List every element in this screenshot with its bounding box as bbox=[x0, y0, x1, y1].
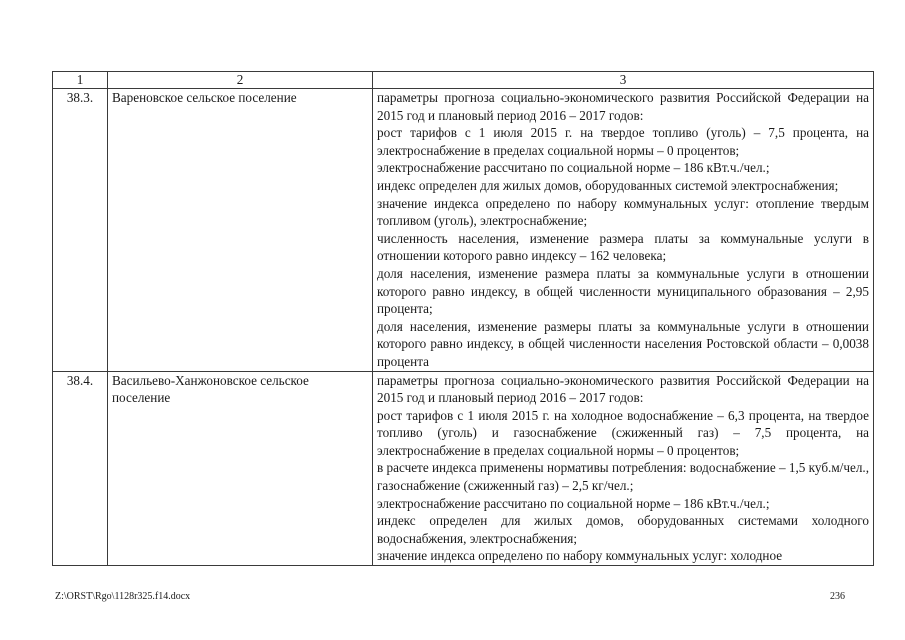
parameter-paragraph: индекс определен для жилых домов, оборудованных системами холодного водоснабжения, электроснабжения; bbox=[377, 513, 869, 546]
parameter-paragraph: индекс определен для жилых домов, оборудованных системой электроснабжения; bbox=[377, 177, 839, 193]
parameter-paragraph: численность населения, изменение размера платы за коммунальные услуги в отношении которого равно индексу – 162 человека; bbox=[377, 230, 869, 264]
index-parameters-cell bbox=[373, 89, 874, 372]
parameter-paragraph: параметры прогноза социально-экономического развития Российской Федерации на 2015 год и плановый период 2016 – 2017 годов: bbox=[377, 90, 869, 123]
document-table bbox=[52, 71, 874, 566]
column-header: 2 bbox=[108, 72, 373, 89]
column-header: 3 bbox=[373, 72, 874, 89]
row-number: 38.4. bbox=[53, 371, 108, 566]
parameter-paragraph: рост тарифов с 1 июля 2015 г. на твердое топливо (уголь) – 7,5 процента, на электроснабжение в пределах социальной нормы – 0 процентов; bbox=[377, 125, 869, 158]
footer-file-path: Z:\ORST\Rgo\1128r325.f14.docx bbox=[55, 591, 191, 602]
table-row bbox=[53, 371, 874, 566]
table-header-row bbox=[53, 72, 874, 89]
column-header: 1 bbox=[53, 72, 108, 89]
parameter-paragraph: в расчете индекса применены нормативы потребления: водоснабжение – 1,5 куб.м/чел., газоснабжение (сжиженный газ) – 2,5 кг/чел.; bbox=[377, 460, 869, 494]
parameter-paragraph: доля населения, изменение размеры платы за коммунальные услуги в отношении которого равно индексу, в общей численности населения Ростовской области – 0,0038 процента bbox=[377, 318, 869, 369]
settlement-name: Васильево-Ханжоновское сельское поселение bbox=[108, 371, 373, 566]
parameter-paragraph: рост тарифов с 1 июля 2015 г. на холодное водоснабжение – 6,3 процента, на твердое топливо (уголь) и газоснабжение (сжиженный газ) – 7,5 процента, на электроснабжение в пределах социальной нормы – 0 процентов; bbox=[377, 407, 869, 458]
row-number: 38.3. bbox=[53, 89, 108, 372]
table-row bbox=[53, 89, 874, 372]
page-number: 236 bbox=[830, 591, 845, 602]
parameter-paragraph: электроснабжение рассчитано по социальной норме – 186 кВт.ч./чел.; bbox=[377, 495, 770, 511]
parameter-paragraph: значение индекса определено по набору коммунальных услуг: холодное bbox=[377, 548, 783, 564]
parameter-paragraph: электроснабжение рассчитано по социальной норме – 186 кВт.ч./чел.; bbox=[377, 160, 770, 176]
index-parameters-cell bbox=[373, 371, 874, 566]
parameter-paragraph: значение индекса определено по набору коммунальных услуг: отопление твердым топливом (уголь), электроснабжение; bbox=[377, 195, 869, 229]
parameter-paragraph: доля населения, изменение размера платы за коммунальные услуги в отношении которого равно индексу, в общей численности муниципального образования – 2,95 процента; bbox=[377, 265, 869, 317]
parameter-paragraph: параметры прогноза социально-экономического развития Российской Федерации на 2015 год и плановый период 2016 – 2017 годов: bbox=[377, 372, 869, 406]
settlement-name: Вареновское сельское поселение bbox=[108, 89, 373, 372]
